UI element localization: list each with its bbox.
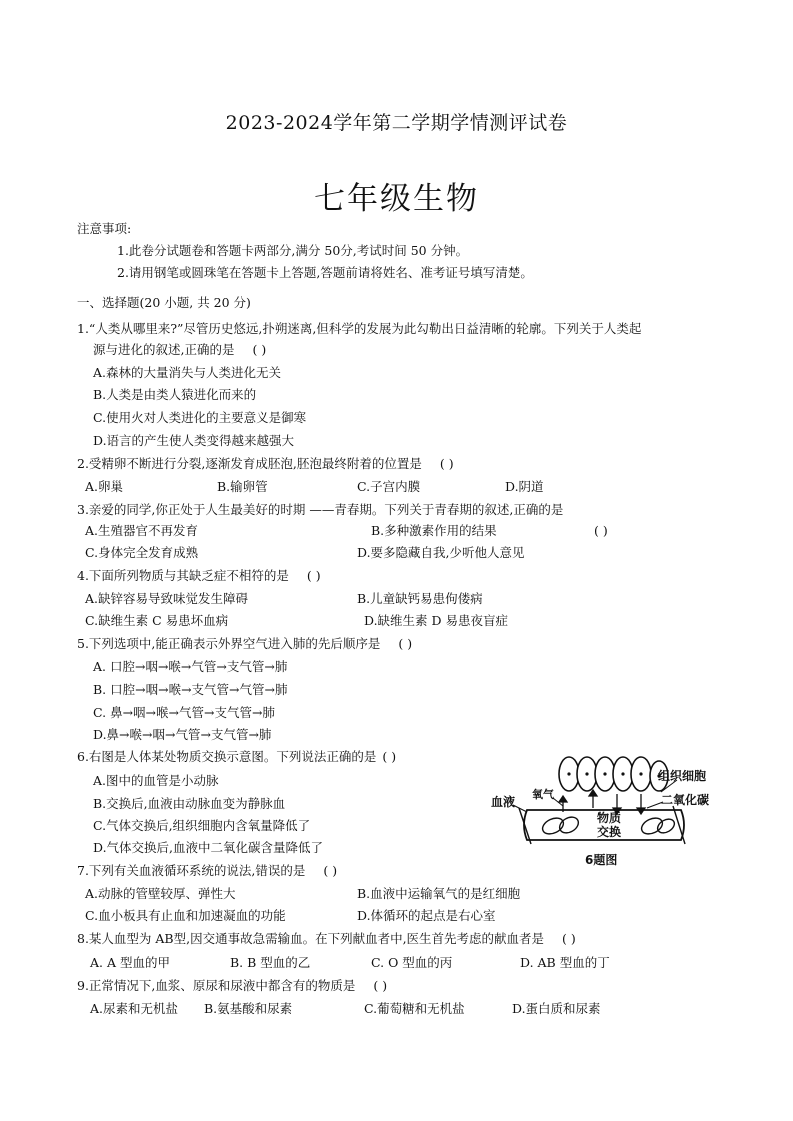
option-c: C.气体交换后,组织细胞内含氧量降低了 bbox=[93, 818, 311, 833]
option-b: B. 口腔→咽→喉→支气管→气管→肺 bbox=[93, 682, 288, 697]
option-d: D.蛋白质和尿素 bbox=[512, 1001, 601, 1016]
option-d: D.缺维生素 D 易患夜盲症 bbox=[364, 613, 509, 628]
option-a: A. A 型血的甲 bbox=[90, 955, 170, 970]
figure-caption: 6题图 bbox=[585, 853, 618, 867]
subject-title: 七年级生物 bbox=[314, 181, 479, 217]
option-c: C.缺维生素 C 易患坏血病 bbox=[85, 613, 229, 628]
label-exchange-2: 交换 bbox=[597, 825, 622, 839]
option-a: A.缺锌容易导致味觉发生障碍 bbox=[85, 591, 249, 606]
exchange-figure bbox=[487, 750, 719, 872]
tissue-cells bbox=[559, 757, 668, 791]
option-b: B.血液中运输氧气的是红细胞 bbox=[357, 886, 521, 901]
option-d: D.要多隐藏自我,少听他人意见 bbox=[357, 545, 525, 560]
option-c: C.使用火对人类进化的主要意义是御寒 bbox=[93, 410, 307, 425]
option-b: B.输卵管 bbox=[217, 479, 268, 494]
answer-paren: ( ) bbox=[323, 863, 338, 878]
stem-text: 7.下列有关血液循环系统的说法,错误的是 bbox=[77, 863, 306, 878]
question-stem bbox=[77, 456, 454, 472]
option-a: A.尿素和无机盐 bbox=[90, 1001, 179, 1016]
option-d: D.气体交换后,血液中二氧化碳含量降低了 bbox=[93, 840, 324, 855]
section-title: 一、选择题(20 小题, 共 20 分) bbox=[77, 295, 251, 310]
option-d: D.体循环的起点是右心室 bbox=[357, 908, 496, 923]
option-b: B.儿童缺钙易患佝偻病 bbox=[357, 591, 483, 606]
red-blood-cell bbox=[557, 814, 581, 836]
question-stem bbox=[77, 978, 387, 994]
stem-text: 9.正常情况下,血浆、原尿和尿液中都含有的物质是 bbox=[77, 978, 356, 993]
answer-paren: ( ) bbox=[398, 636, 413, 651]
option-c: C.子宫内膜 bbox=[357, 479, 421, 494]
answer-paren: ( ) bbox=[562, 931, 576, 946]
question-stem: 1.“人类从哪里来?”尽管历史悠远,扑朔迷离,但科学的发展为此勾勒出日益清晰的轮廓。下列关于人类起 bbox=[77, 321, 642, 336]
notice-item-1: 1.此卷分试题卷和答题卡两部分,满分 50分,考试时间 50 分钟。 bbox=[117, 243, 469, 258]
label-oxygen: 氧气 bbox=[532, 788, 554, 801]
question-stem: 3.亲爱的同学,你正处于人生最美好的时期 ——青春期。下列关于青春期的叙述,正确的是 bbox=[77, 502, 564, 517]
option-a: A.图中的血管是小动脉 bbox=[93, 773, 219, 788]
label-tissue-cells: 组织细胞 bbox=[658, 769, 707, 783]
answer-paren: ( ) bbox=[382, 749, 397, 764]
red-blood-cell bbox=[540, 815, 566, 837]
label-blood: 血液 bbox=[491, 795, 516, 809]
answer-paren: ( ) bbox=[373, 978, 388, 993]
label-exchange-1: 物质 bbox=[597, 811, 622, 825]
option-d: D. AB 型血的丁 bbox=[520, 955, 610, 970]
question-stem bbox=[77, 863, 337, 879]
option-a: A. 口腔→咽→喉→气管→支气管→肺 bbox=[93, 659, 288, 674]
option-a: A.森林的大量消失与人类进化无关 bbox=[93, 365, 282, 380]
answer-paren: ( ) bbox=[306, 568, 321, 583]
option-a: A.动脉的管壁较厚、弹性大 bbox=[85, 886, 236, 901]
option-b: B. B 型血的乙 bbox=[230, 955, 311, 970]
answer-paren: ( ) bbox=[439, 456, 454, 471]
option-d: D.语言的产生使人类变得越来越强大 bbox=[93, 433, 295, 448]
option-b: B.氨基酸和尿素 bbox=[204, 1001, 293, 1016]
answer-paren: ( ) bbox=[252, 342, 267, 357]
exam-title: 2023-2024学年第二学期学情测评试卷 bbox=[225, 112, 568, 134]
question-stem bbox=[77, 749, 396, 765]
stem-text: 2.受精卵不断进行分裂,逐渐发育成胚泡,胚泡最终附着的位置是 bbox=[77, 456, 422, 471]
option-b: B.人类是由类人猿进化而来的 bbox=[93, 387, 257, 402]
stem-text: 8.某人血型为 AB型,因交通事故急需输血。在下列献血者中,医生首先考虑的献血者是 bbox=[77, 931, 545, 946]
option-a: A.卵巢 bbox=[85, 479, 124, 494]
option-c: C.葡萄糖和无机盐 bbox=[364, 1001, 465, 1016]
stem-text: 源与进化的叙述,正确的是 bbox=[93, 342, 235, 357]
question-stem bbox=[77, 636, 412, 652]
option-d: D.阴道 bbox=[505, 479, 544, 494]
exchange-diagram bbox=[487, 750, 719, 872]
option-a: A.生殖器官不再发育 bbox=[85, 523, 199, 538]
answer-paren: ( ) bbox=[594, 523, 608, 538]
option-c: C.血小板具有止血和加速凝血的功能 bbox=[85, 908, 286, 923]
question-stem bbox=[77, 568, 321, 584]
notice-item-2: 2.请用钢笔或圆珠笔在答题卡上答题,答题前请将姓名、准考证号填写清楚。 bbox=[117, 265, 533, 280]
option-c: C. 鼻→咽→喉→气管→支气管→肺 bbox=[93, 705, 275, 720]
option-d: D.鼻→喉→咽→气管→支气管→肺 bbox=[93, 727, 272, 742]
label-carbon-dioxide: 二氧化碳 bbox=[661, 793, 710, 807]
question-stem bbox=[77, 931, 576, 947]
red-blood-cell bbox=[639, 815, 665, 837]
stem-text: 6.右图是人体某处物质交换示意图。下列说法正确的是 bbox=[77, 749, 377, 764]
stem-text: 5.下列选项中,能正确表示外界空气进入肺的先后顺序是 bbox=[77, 636, 381, 651]
question-stem-continued bbox=[93, 342, 266, 358]
option-b: B.多种激素作用的结果 bbox=[371, 523, 497, 538]
notice-heading: 注意事项: bbox=[77, 221, 132, 236]
option-b: B.交换后,血液由动脉血变为静脉血 bbox=[93, 796, 286, 811]
option-c: C. O 型血的丙 bbox=[371, 955, 453, 970]
stem-text: 4.下面所列物质与其缺乏症不相符的是 bbox=[77, 568, 289, 583]
option-c: C.身体完全发育成熟 bbox=[85, 545, 199, 560]
